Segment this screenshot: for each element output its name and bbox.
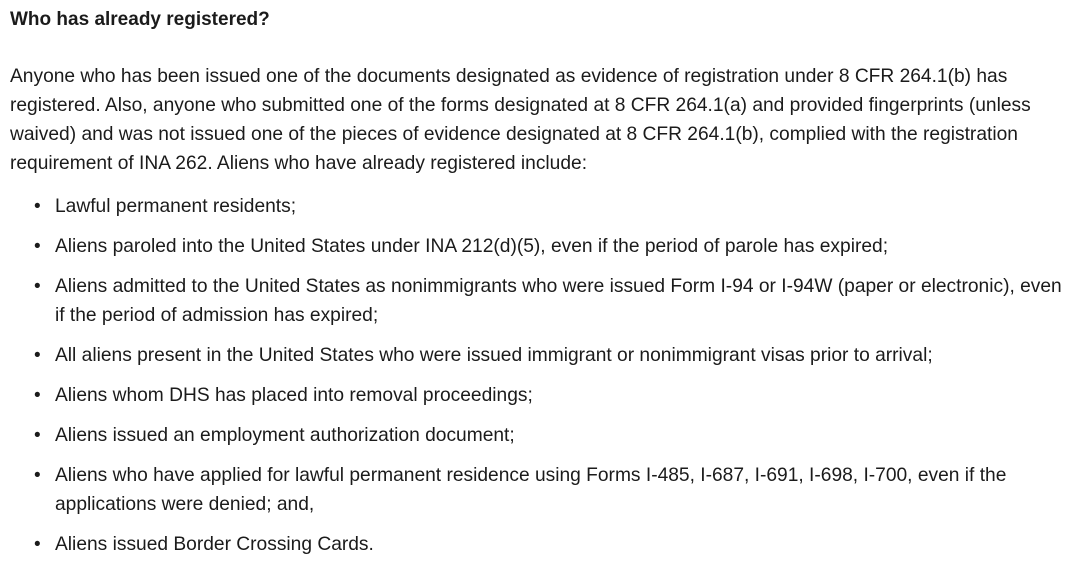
bullet-icon: •	[34, 276, 41, 297]
intro-paragraph: Anyone who has been issued one of the documents designated as evidence of registration under 8 CFR 264.1(b) has registered. Also, anyone who submitted one of the forms designated at 8 CFR 264.1(a) and provided fingerprints (unless waived) and was not issued one of the pieces of evidence designated at 8 CFR 264.1(b), complied with the registration requirement of INA 262. Aliens who have already registered include:	[10, 66, 1031, 174]
list-item	[32, 530, 1070, 559]
bullet-icon: •	[34, 534, 41, 555]
list-item	[32, 421, 1070, 450]
list-item-text: All aliens present in the United States who were issued immigrant or nonimmigrant visas prior to arrival;	[55, 345, 933, 366]
registered-aliens-list	[10, 192, 1070, 559]
list-item	[32, 461, 1070, 519]
list-item	[32, 232, 1070, 261]
list-item-text: Aliens who have applied for lawful permanent residence using Forms I-485, I-687, I-691, I-698, I-700, even if the applications were denied; and,	[55, 465, 1007, 515]
list-item-text: Aliens paroled into the United States under INA 212(d)(5), even if the period of parole has expired;	[55, 236, 889, 257]
list-item-text: Aliens whom DHS has placed into removal proceedings;	[55, 385, 533, 406]
list-item	[32, 381, 1070, 410]
bullet-icon: •	[34, 425, 41, 446]
list-item	[32, 272, 1070, 330]
bullet-icon: •	[34, 465, 41, 486]
bullet-icon: •	[34, 196, 41, 217]
list-item	[32, 341, 1070, 370]
bullet-icon: •	[34, 236, 41, 257]
section-heading: Who has already registered?	[10, 9, 270, 30]
list-item-text: Aliens issued an employment authorization document;	[55, 425, 515, 446]
list-item-text: Lawful permanent residents;	[55, 196, 297, 217]
bullet-icon: •	[34, 385, 41, 406]
list-item-text: Aliens issued Border Crossing Cards.	[55, 534, 374, 555]
list-item-text: Aliens admitted to the United States as nonimmigrants who were issued Form I-94 or I-94W (paper or electronic), even if the period of admission has expired;	[55, 276, 1062, 326]
list-item	[32, 192, 1070, 221]
bullet-icon: •	[34, 345, 41, 366]
